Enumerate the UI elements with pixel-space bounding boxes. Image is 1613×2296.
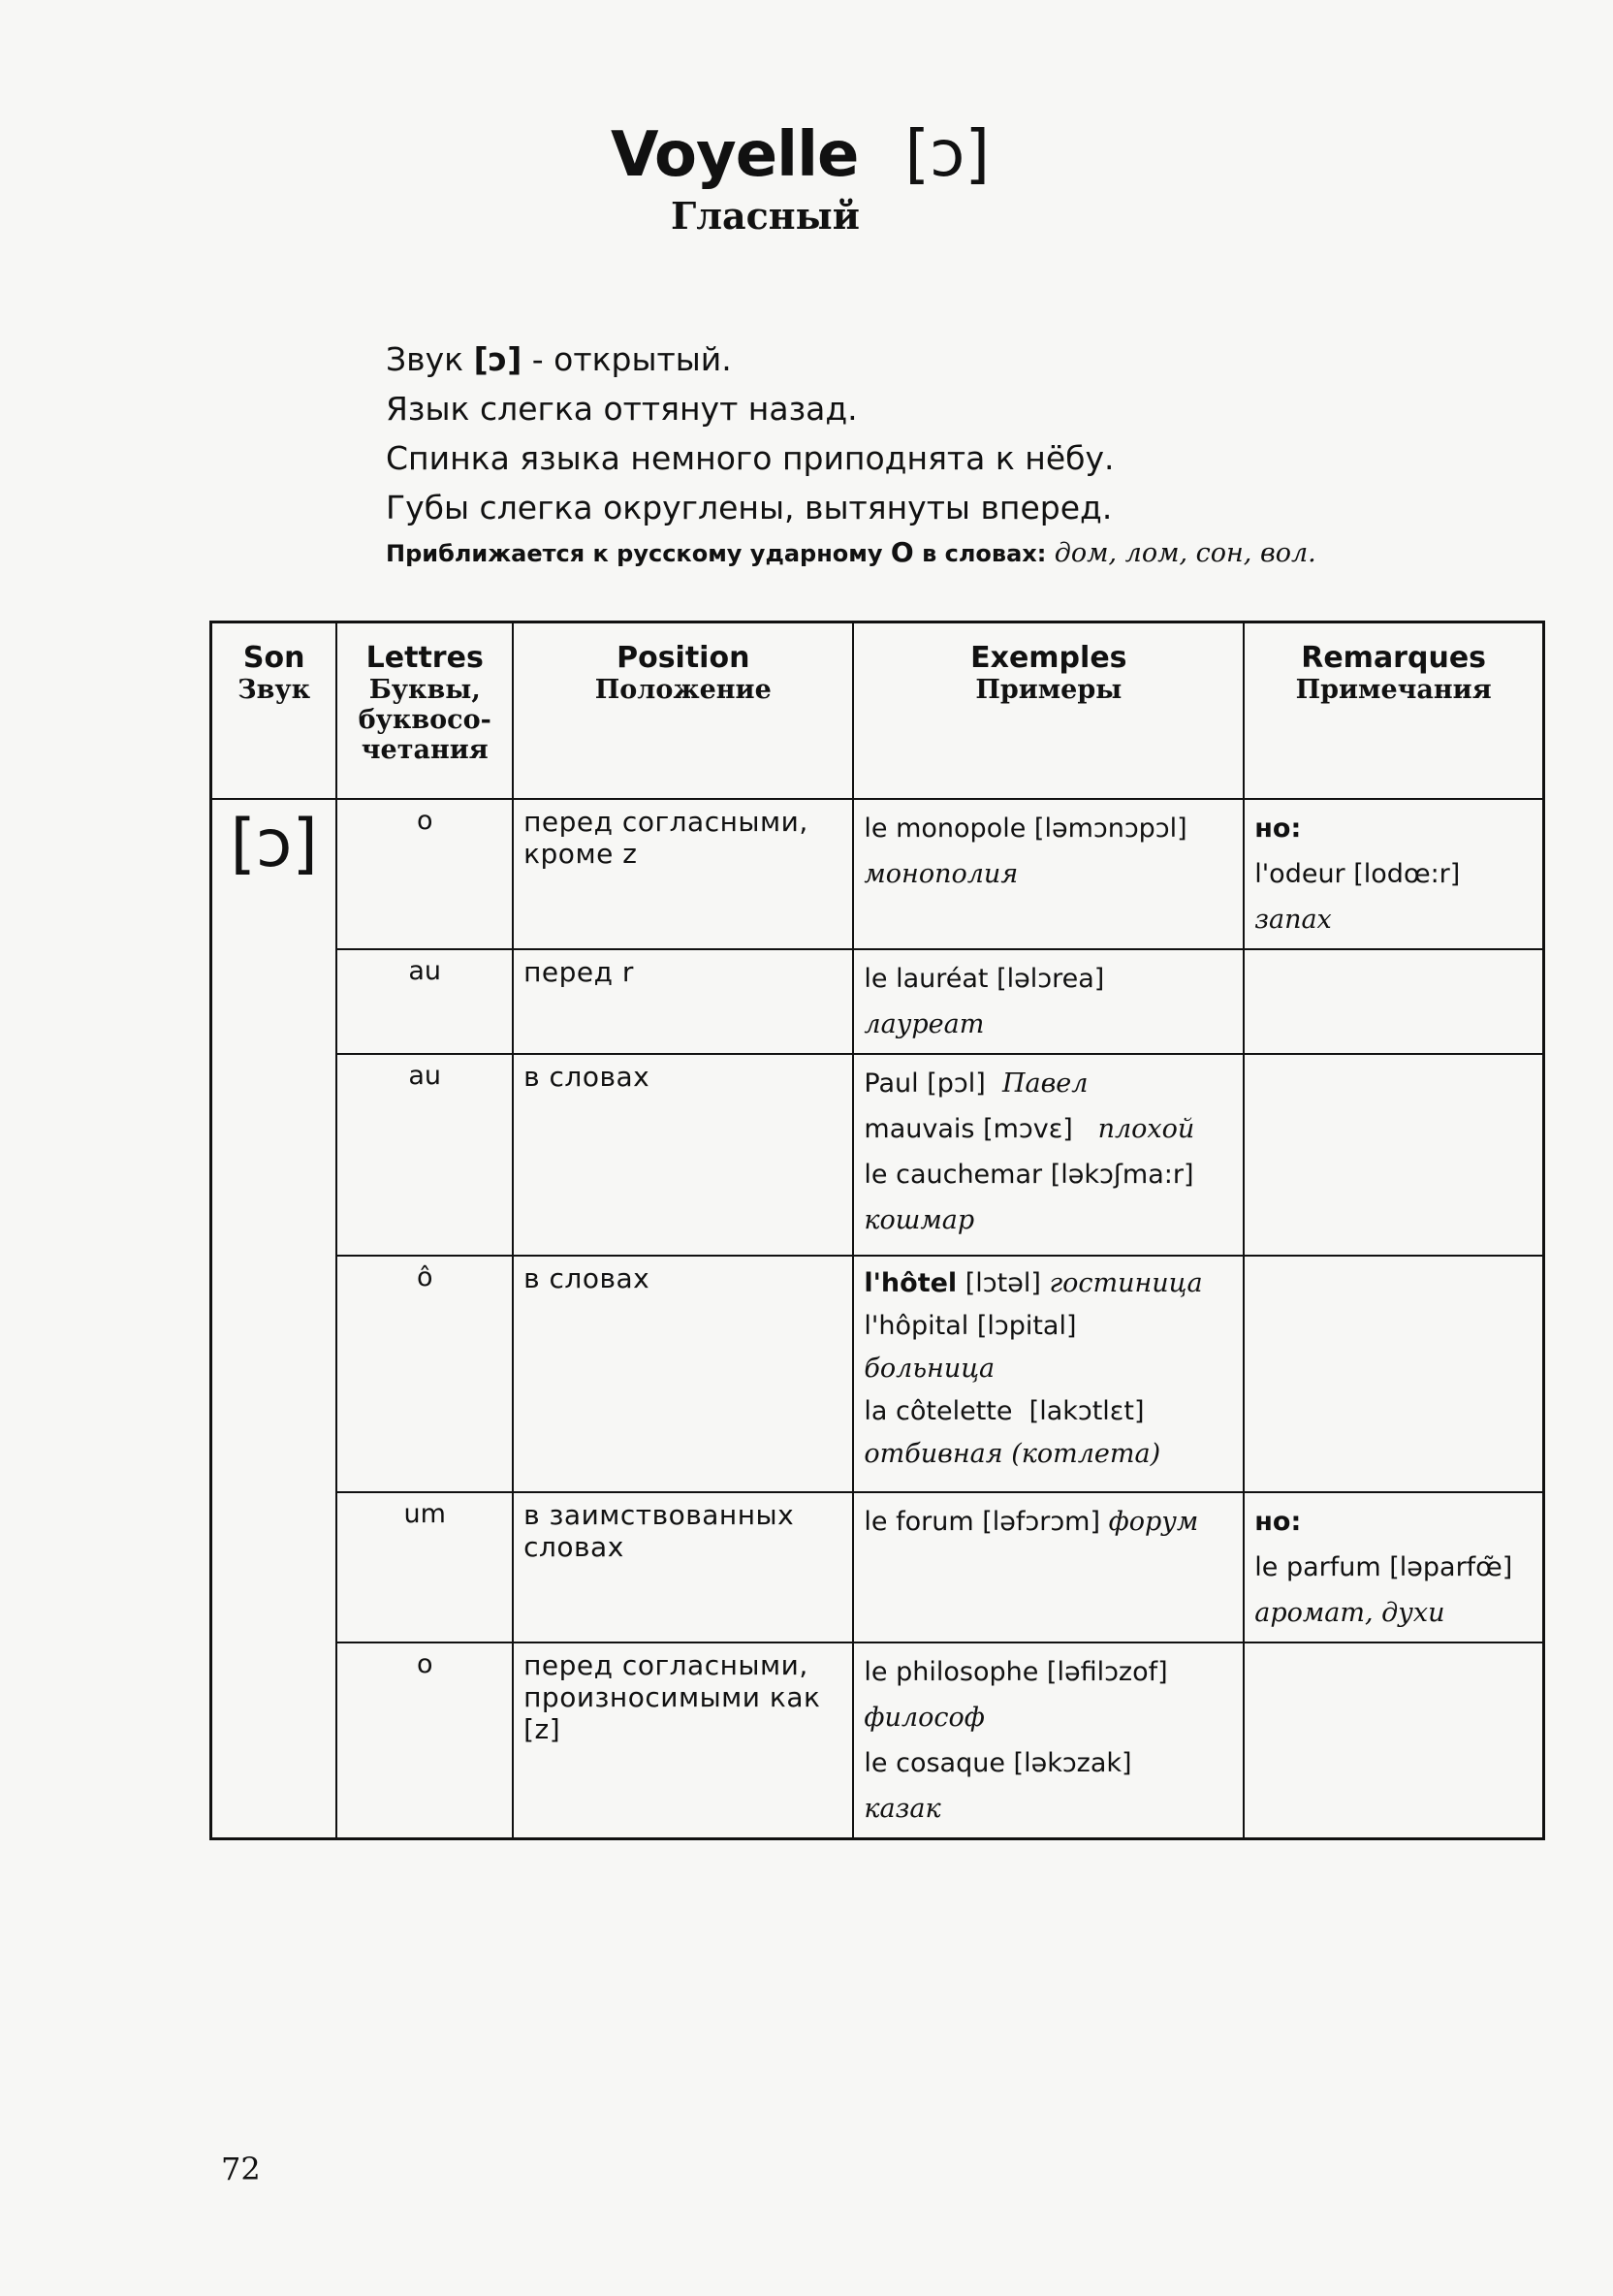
note-examples: дом, лом, сон, вол. <box>1054 538 1316 568</box>
position-cell: в словах <box>513 1256 853 1492</box>
header-position <box>513 622 853 799</box>
letters-cell: au <box>336 949 513 1054</box>
examples-cell <box>853 1054 1244 1256</box>
header-son-ru: Звук <box>237 675 311 705</box>
header-examples-fr: Exemples <box>970 641 1127 675</box>
table-row <box>211 1642 1544 1839</box>
example-word: Paul <box>864 1068 919 1099</box>
title-word: Voyelle <box>611 119 859 191</box>
page-number: 72 <box>221 2151 261 2187</box>
remarks-cell <box>1244 799 1543 949</box>
example-ipa: [lakɔtlɛt] <box>1028 1395 1145 1426</box>
example-word: l'hôtel <box>864 1267 958 1298</box>
example-word: le forum <box>864 1506 974 1537</box>
remark-ipa: [ləparfœ̃] <box>1389 1551 1513 1582</box>
intro-note <box>386 536 1316 568</box>
remark-word: le parfum <box>1254 1551 1381 1582</box>
example-translation: больница <box>864 1353 996 1384</box>
header-son <box>211 622 337 799</box>
table-row <box>211 949 1544 1054</box>
example-ipa: [ləfilɔzof] <box>1046 1656 1168 1687</box>
header-position-fr: Position <box>617 641 750 675</box>
table-header-row <box>211 622 1544 799</box>
examples-cell <box>853 1492 1244 1642</box>
position-cell: перед согласными, кроме z <box>513 799 853 949</box>
examples-cell <box>853 949 1244 1054</box>
example-translation: философ <box>864 1702 985 1733</box>
example-translation: отбивная (котлета) <box>864 1438 1161 1469</box>
page-subtitle: Гласный <box>671 194 860 238</box>
example-translation: гостиница <box>1049 1267 1203 1298</box>
remark-label: но: <box>1254 813 1302 844</box>
intro-text <box>386 335 1316 568</box>
example-ipa: [mɔvɛ] <box>983 1113 1073 1144</box>
title-symbol: [ɔ] <box>904 116 991 191</box>
note-middle: в словах: <box>913 540 1055 567</box>
letters-cell: um <box>336 1492 513 1642</box>
intro-line-1-prefix: Звук <box>386 340 474 378</box>
remarks-cell <box>1244 1492 1543 1642</box>
remark-ipa: [lodœ:r] <box>1353 858 1461 889</box>
header-son-fr: Son <box>242 641 305 675</box>
header-letters-ru: Буквы, буквосо-четания <box>358 675 491 765</box>
intro-line-3: Спинка языка немного приподнята к нёбу. <box>386 439 1115 477</box>
example-ipa: [lɔtəl] <box>965 1267 1041 1298</box>
example-translation: лауреат <box>864 1008 985 1039</box>
letters-cell: au <box>336 1054 513 1256</box>
example-translation: Павел <box>1001 1068 1089 1099</box>
header-remarks-fr: Remarques <box>1301 641 1487 675</box>
header-remarks <box>1244 622 1543 799</box>
intro-line-4: Губы слегка округлены, вытянуты вперед. <box>386 489 1113 526</box>
examples-cell <box>853 799 1244 949</box>
example-ipa: [ləmɔnɔpɔl] <box>1033 813 1187 844</box>
intro-line-2: Язык слегка оттянут назад. <box>386 390 858 428</box>
examples-cell <box>853 1642 1244 1839</box>
example-word: le monopole <box>864 813 1027 844</box>
example-word: la côtelette <box>864 1395 1013 1426</box>
example-ipa: [lɔpital] <box>976 1310 1077 1341</box>
note-prefix: Приближается к русскому ударному <box>386 540 891 567</box>
table-row <box>211 1492 1544 1642</box>
example-word: le cauchemar <box>864 1159 1043 1190</box>
header-position-ru: Положение <box>594 675 772 705</box>
page-title <box>611 116 990 191</box>
header-examples <box>853 622 1244 799</box>
intro-line-1-suffix: - открытый. <box>522 340 732 378</box>
remarks-cell <box>1244 1054 1543 1256</box>
example-word: mauvais <box>864 1113 975 1144</box>
example-translation: монополия <box>864 858 1019 889</box>
remark-translation: запах <box>1254 904 1332 935</box>
table-row <box>211 1054 1544 1256</box>
header-letters-fr: Lettres <box>365 641 484 675</box>
remarks-cell <box>1244 1642 1543 1839</box>
example-item <box>864 806 1233 851</box>
header-remarks-ru: Примечания <box>1295 675 1492 705</box>
letters-cell: ô <box>336 1256 513 1492</box>
letters-cell: o <box>336 1642 513 1839</box>
header-examples-ru: Примеры <box>975 675 1123 705</box>
table-row <box>211 1256 1544 1492</box>
example-ipa: [ləfɔrɔm] <box>982 1506 1100 1537</box>
remarks-cell <box>1244 1256 1543 1492</box>
intro-line-1 <box>386 335 1316 384</box>
position-cell: в заимствованных словах <box>513 1492 853 1642</box>
example-translation: форум <box>1108 1506 1199 1537</box>
remark-word: l'odeur <box>1254 858 1345 889</box>
example-translation: кошмар <box>864 1204 975 1235</box>
example-ipa: [ləkɔzak] <box>1013 1747 1132 1778</box>
example-ipa: [ləlɔrea] <box>996 963 1105 994</box>
header-letters <box>336 622 513 799</box>
example-word: le cosaque <box>864 1747 1005 1778</box>
letters-cell: o <box>336 799 513 949</box>
remark-label: но: <box>1254 1506 1302 1537</box>
table-row <box>211 799 1544 949</box>
example-word: l'hôpital <box>864 1310 969 1341</box>
position-cell: перед согласными, произносимыми как [z] <box>513 1642 853 1839</box>
example-ipa: [ləkɔʃma:r] <box>1050 1159 1194 1190</box>
remarks-cell <box>1244 949 1543 1054</box>
example-ipa: [pɔl] <box>927 1068 986 1099</box>
example-translation: казак <box>864 1793 941 1824</box>
sound-table <box>209 621 1545 1840</box>
sound-symbol-cell: [ɔ] <box>211 799 337 1839</box>
remark-translation: аромат, духи <box>1254 1597 1445 1628</box>
example-word: le lauréat <box>864 963 989 994</box>
intro-line-1-symbol: [ɔ] <box>473 340 522 378</box>
position-cell: в словах <box>513 1054 853 1256</box>
position-cell: перед r <box>513 949 853 1054</box>
examples-cell <box>853 1256 1244 1492</box>
example-word: le philosophe <box>864 1656 1039 1687</box>
note-letter: О <box>890 536 914 568</box>
example-translation: плохой <box>1097 1113 1195 1144</box>
